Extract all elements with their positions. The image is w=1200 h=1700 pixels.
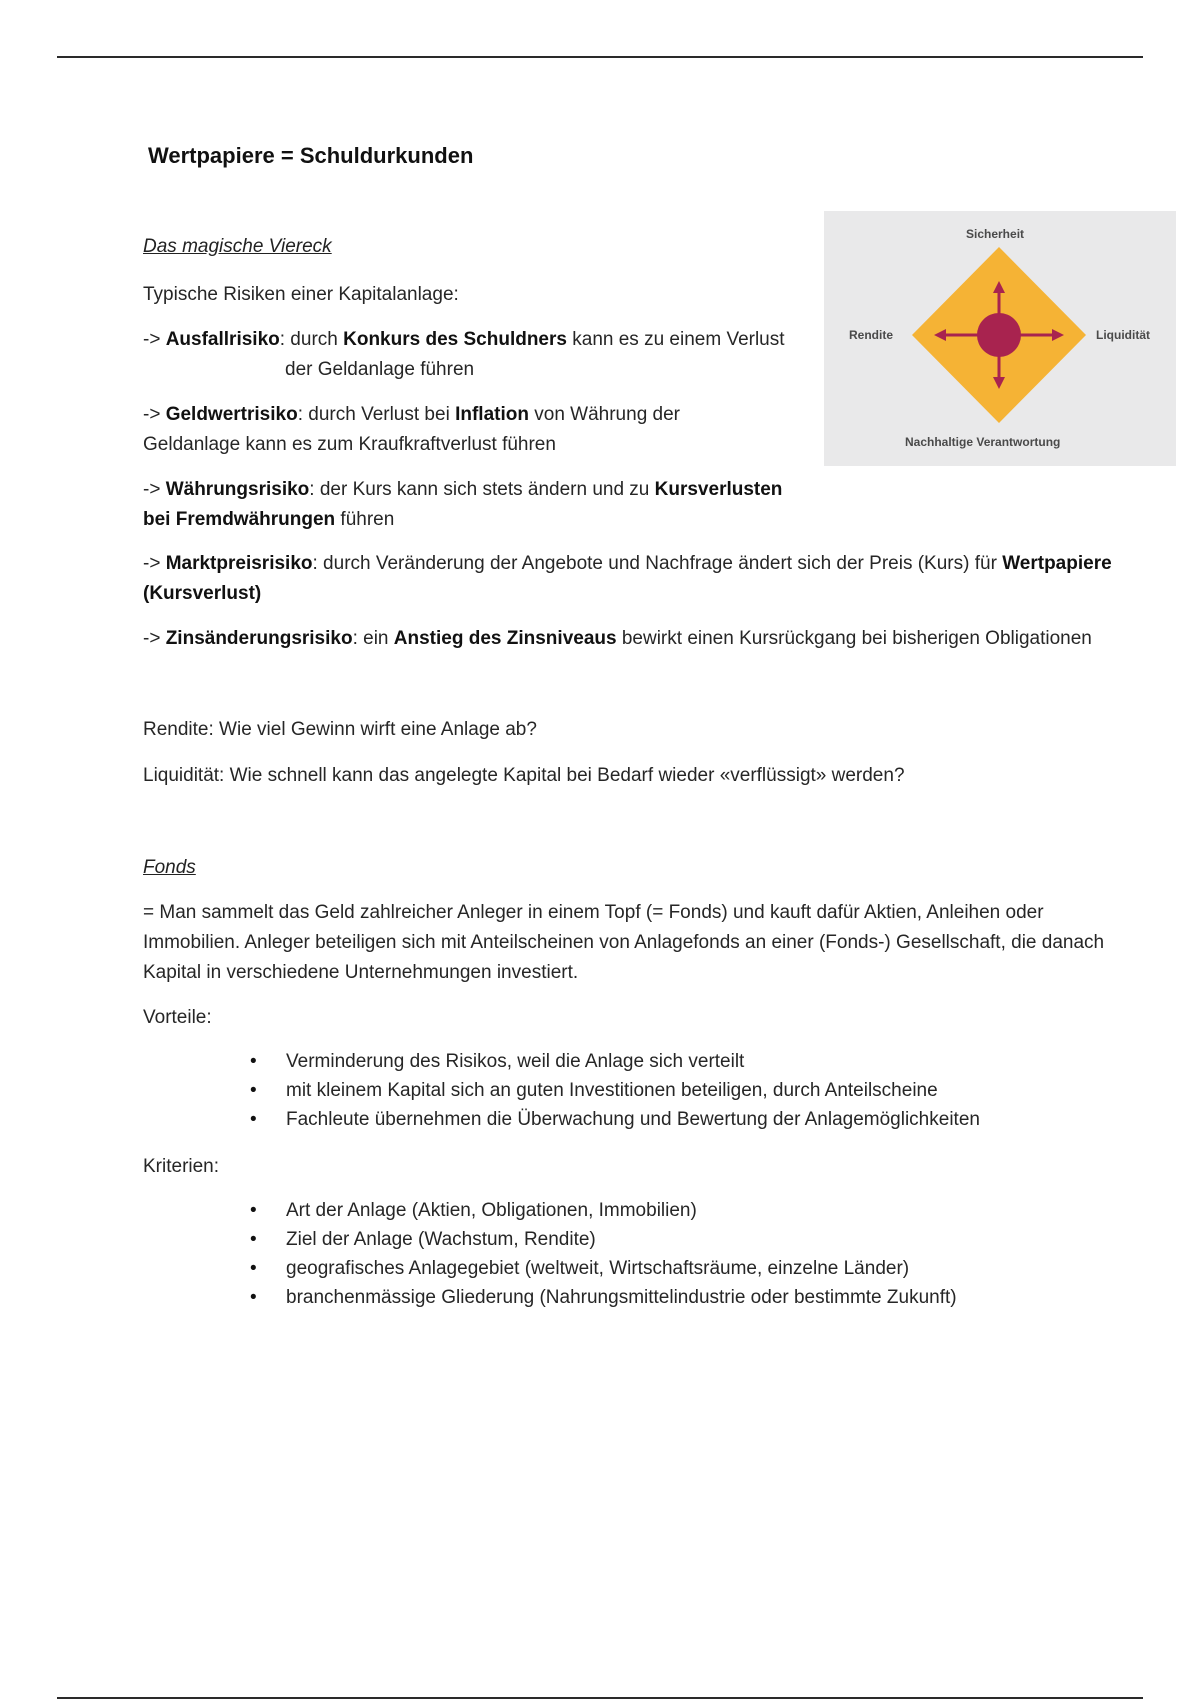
list-item: • Verminderung des Risikos, weil die Anlage sich verteilt xyxy=(143,1047,980,1076)
risk-text: : der Kurs kann sich stets ändern und zu xyxy=(309,479,655,500)
definition-line: Kapital in verschiedene Unternehmungen investiert. xyxy=(143,962,579,983)
risk-term: Geldwertrisiko xyxy=(165,404,298,425)
fonds-definition xyxy=(143,898,1183,988)
vorteile-label: Vorteile: xyxy=(143,1007,212,1028)
risk-text: bewirkt einen Kursrückgang bei bisherigen Obligationen xyxy=(616,628,1092,649)
risk-ausfall xyxy=(143,325,785,385)
risk-text: von Währung der xyxy=(528,404,680,425)
risk-zinsaenderung xyxy=(143,624,1092,654)
vorteile-list xyxy=(143,1047,980,1134)
risk-bold: Konkurs des Schuldners xyxy=(343,329,567,350)
risk-text: führen xyxy=(335,509,395,530)
risk-marktpreis xyxy=(143,549,1183,609)
diagram-label-top: Sicherheit xyxy=(966,227,1025,241)
risk-bold: Wertpapiere xyxy=(1002,553,1112,574)
risk-text: kann es zu einem Verlust xyxy=(566,329,785,350)
risk-bold: Kursverlusten xyxy=(654,479,783,500)
list-item: • geografisches Anlagegebiet (weltweit, Wirtschaftsräume, einzelne Länder) xyxy=(143,1254,957,1283)
risk-text-continued: Geldanlage kann es zum Kraufkraftverlust führen xyxy=(143,434,556,455)
risk-term: Zinsänderungsrisiko xyxy=(165,628,353,649)
risk-waehrung xyxy=(143,475,782,535)
risk-text: : durch Veränderung der Angebote und Nachfrage ändert sich der Preis (Kurs) für xyxy=(312,553,1003,574)
page-title: Wertpapiere = Schuldurkunden xyxy=(148,143,474,168)
risk-text: : durch xyxy=(279,329,344,350)
rendite-definition: Rendite: Wie viel Gewinn wirft eine Anlage ab? xyxy=(143,719,537,740)
liquiditaet-definition: Liquidität: Wie schnell kann das angelegte Kapital bei Bedarf wieder «verflüssigt» werden? xyxy=(143,765,905,786)
definition-line: Immobilien. Anleger beteiligen sich mit Anteilscheinen von Anlagefonds an einer (Fonds-) Gesellschaft, die danach xyxy=(143,932,1105,953)
arrow: -> xyxy=(143,404,166,425)
diagram-label-right: Liquidität xyxy=(1096,328,1150,342)
list-item: • Art der Anlage (Aktien, Obligationen, Immobilien) xyxy=(143,1196,957,1225)
diagram-label-bottom: Nachhaltige Verantwortung xyxy=(905,435,1061,449)
definition-line: = Man sammelt das Geld zahlreicher Anleger in einem Topf (= Fonds) und kauft dafür Aktien, Anleihen oder xyxy=(143,902,1044,923)
risk-text: : ein xyxy=(352,628,394,649)
kriterien-list xyxy=(143,1196,957,1312)
risk-text-continued: der Geldanlage führen xyxy=(285,359,475,380)
arrow: -> xyxy=(143,628,166,649)
list-item: • Ziel der Anlage (Wachstum, Rendite) xyxy=(143,1225,957,1254)
arrow: -> xyxy=(143,553,166,574)
risk-geldwert xyxy=(143,400,680,460)
footer-rule xyxy=(57,1697,1143,1699)
list-item: • mit kleinem Kapital sich an guten Investitionen beteiligen, durch Anteilscheine xyxy=(143,1076,980,1105)
risk-term: Marktpreisrisiko xyxy=(165,553,313,574)
header-rule xyxy=(57,56,1143,58)
center-circle xyxy=(977,313,1021,357)
section-heading-fonds: Fonds xyxy=(143,857,196,878)
risk-term: Währungsrisiko xyxy=(165,479,310,500)
risks-intro: Typische Risiken einer Kapitalanlage: xyxy=(143,284,459,305)
list-item: • branchenmässige Gliederung (Nahrungsmittelindustrie oder bestimmte Zukunft) xyxy=(143,1283,957,1312)
risk-bold: (Kursverlust) xyxy=(143,583,262,604)
risk-term: Ausfallrisiko xyxy=(165,329,280,350)
arrow: -> xyxy=(143,479,166,500)
risk-bold: bei Fremdwährungen xyxy=(143,509,336,530)
magic-square-diagram xyxy=(824,211,1176,466)
risk-text: : durch Verlust bei xyxy=(297,404,456,425)
diagram-label-left: Rendite xyxy=(849,328,894,342)
risk-bold: Inflation xyxy=(455,404,529,425)
risk-bold: Anstieg des Zinsniveaus xyxy=(393,628,617,649)
list-item: • Fachleute übernehmen die Überwachung und Bewertung der Anlagemöglichkeiten xyxy=(143,1105,980,1134)
kriterien-label: Kriterien: xyxy=(143,1156,220,1177)
section-heading-viereck: Das magische Viereck xyxy=(143,236,332,257)
arrow: -> xyxy=(143,329,166,350)
